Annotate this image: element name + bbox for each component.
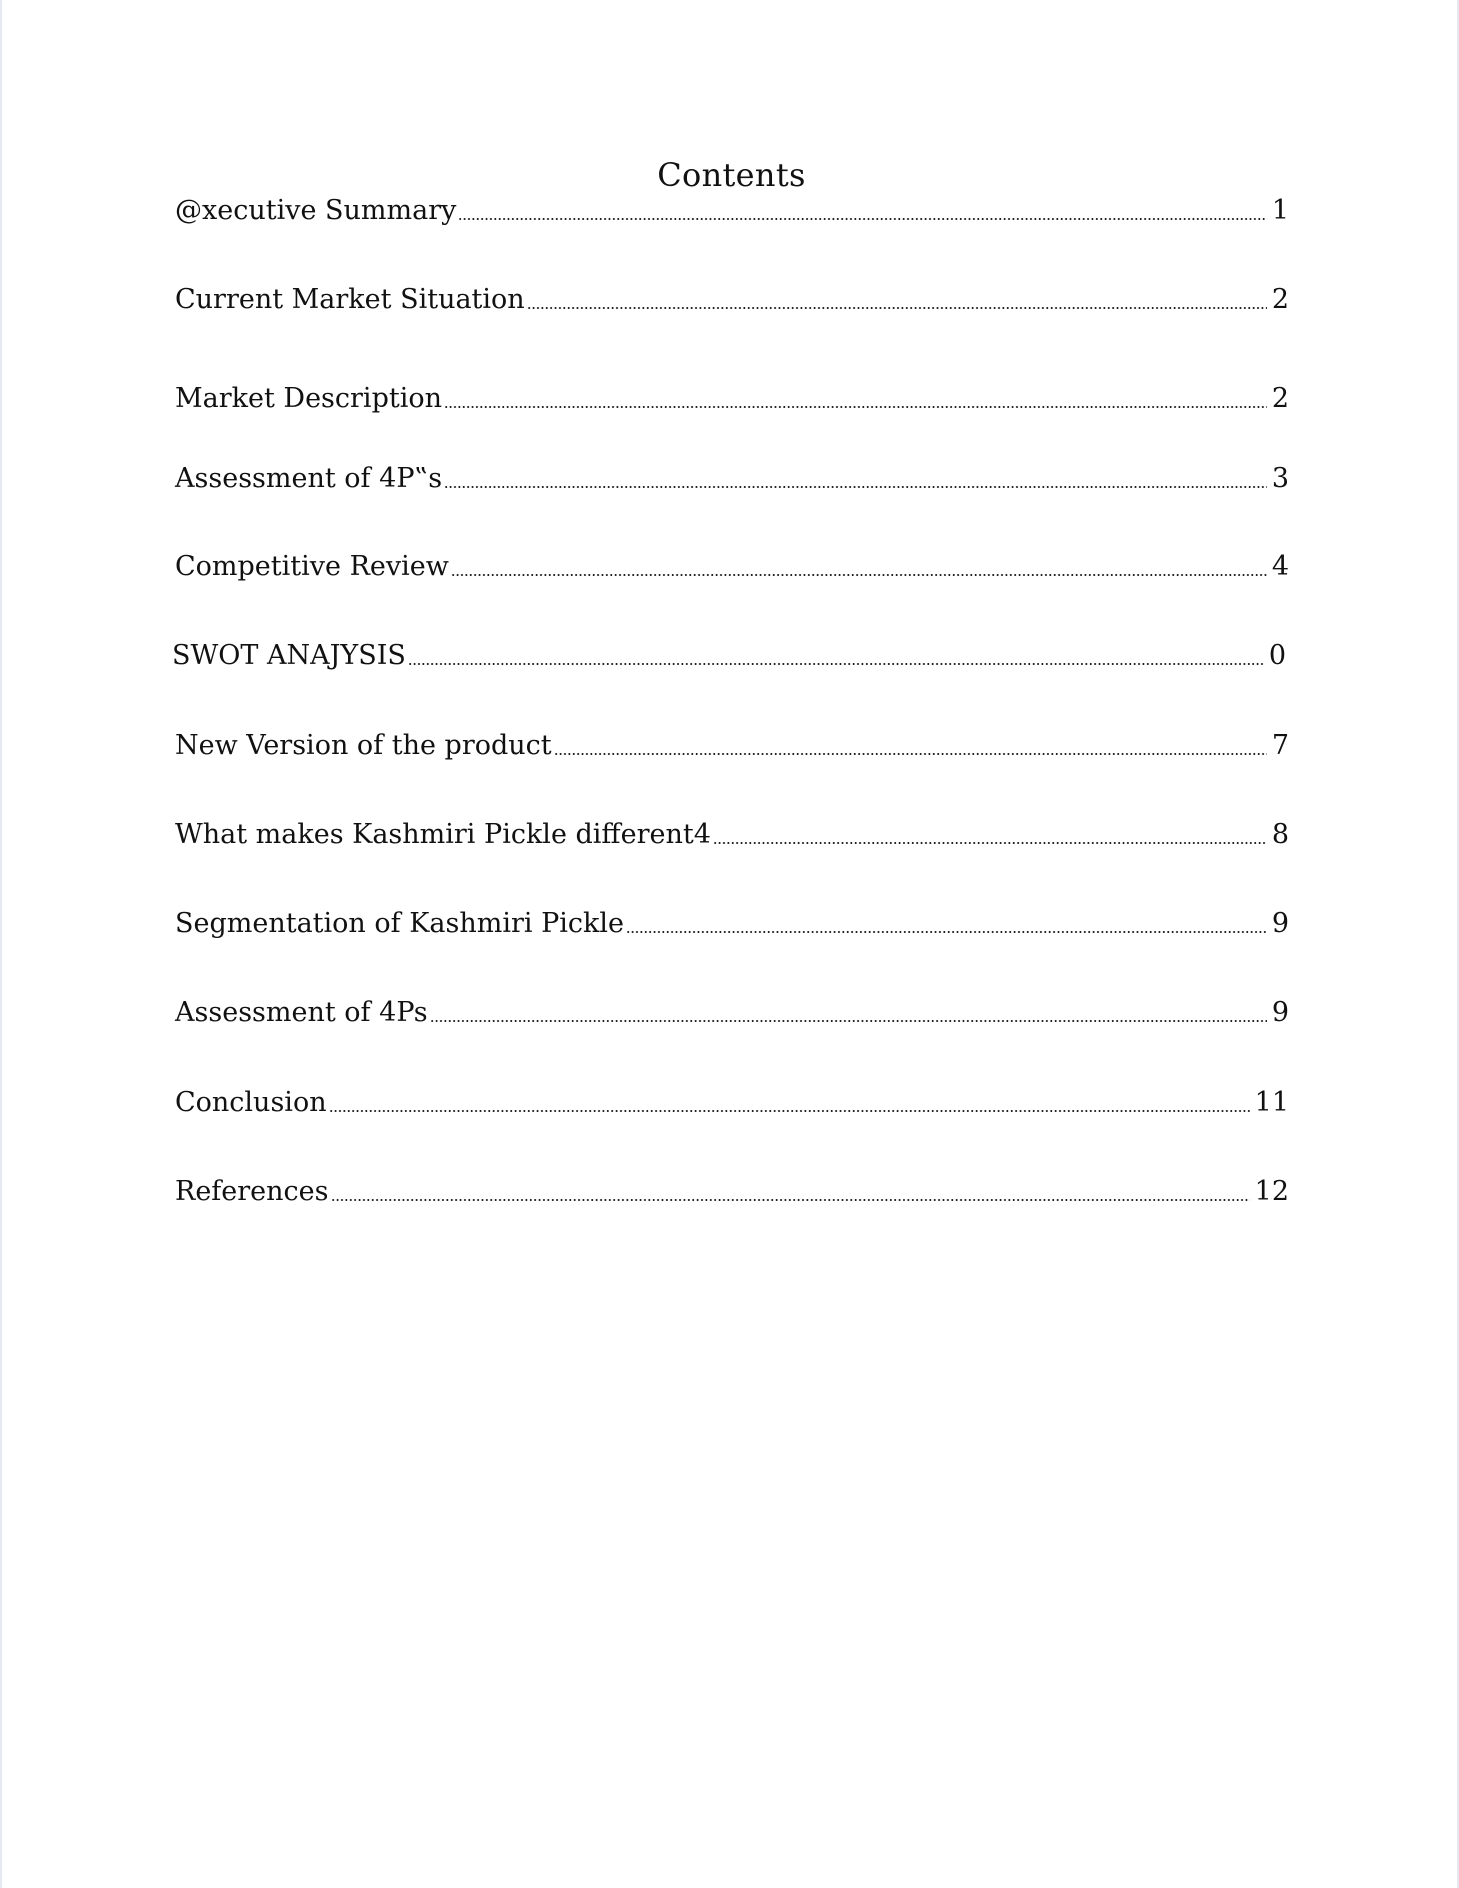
- toc-entry-page-number: 12: [1254, 1176, 1289, 1207]
- toc-entry-label: Assessment of 4Ps: [175, 997, 428, 1028]
- toc-entry-page-number: 7: [1271, 730, 1289, 761]
- toc-entry-page-number: 1: [1271, 195, 1289, 226]
- toc-entry-page-number: 9: [1271, 908, 1289, 939]
- dot-leader: [430, 1020, 1267, 1022]
- toc-entry-label: What makes Kashmiri Pickle different4: [175, 819, 711, 850]
- dot-leader: [554, 753, 1267, 755]
- dot-leader: [626, 931, 1267, 933]
- toc-entry-page-number: 4: [1271, 551, 1289, 582]
- toc-entry-page-number: 0: [1268, 640, 1286, 671]
- toc-entry-segmentation[interactable]: [175, 903, 1289, 941]
- toc-entry-page-number: 8: [1271, 819, 1289, 850]
- dot-leader: [444, 486, 1267, 488]
- toc-entry-executive-summary[interactable]: [175, 190, 1289, 228]
- toc-entry-new-version[interactable]: [175, 725, 1289, 763]
- toc-entry-conclusion[interactable]: [175, 1082, 1289, 1120]
- toc-entry-swot-analysis[interactable]: [172, 635, 1286, 673]
- toc-entry-what-makes-different[interactable]: [175, 814, 1289, 852]
- toc-entry-label: Current Market Situation: [175, 284, 525, 315]
- toc-entry-current-market-situation[interactable]: [175, 279, 1289, 317]
- toc-entry-label: SWOT ANAJYSIS: [172, 640, 406, 671]
- toc-entry-label: New Version of the product: [175, 730, 552, 761]
- toc-entry-assessment-of-4ps[interactable]: [175, 992, 1289, 1030]
- toc-entry-page-number: 2: [1271, 284, 1289, 315]
- toc-entry-label: @xecutive Summary: [175, 195, 457, 226]
- toc-entry-market-description[interactable]: [175, 378, 1289, 416]
- toc-entry-assessment-of-4ps-quoted[interactable]: [175, 458, 1289, 496]
- dot-leader: [444, 406, 1267, 408]
- toc-entry-label: Segmentation of Kashmiri Pickle: [175, 908, 624, 939]
- toc-entry-page-number: 11: [1254, 1087, 1289, 1118]
- toc-entry-label: References: [175, 1176, 329, 1207]
- dot-leader: [458, 218, 1266, 220]
- toc-entry-label: Assessment of 4P‟s: [175, 463, 443, 494]
- contents-heading: Contents: [657, 156, 806, 194]
- toc-entry-page-number: 9: [1271, 997, 1289, 1028]
- toc-entry-label: Conclusion: [175, 1087, 327, 1118]
- dot-leader: [331, 1199, 1250, 1201]
- toc-entry-competitive-review[interactable]: [175, 546, 1289, 584]
- dot-leader: [408, 663, 1264, 665]
- toc-entry-label: Market Description: [175, 383, 442, 414]
- dot-leader: [329, 1110, 1250, 1112]
- dot-leader: [713, 842, 1267, 844]
- toc-entry-references[interactable]: [175, 1171, 1289, 1209]
- toc-entry-page-number: 2: [1271, 383, 1289, 414]
- toc-entry-page-number: 3: [1271, 463, 1289, 494]
- dot-leader: [451, 574, 1267, 576]
- dot-leader: [527, 307, 1267, 309]
- toc-entry-label: Competitive Review: [175, 551, 449, 582]
